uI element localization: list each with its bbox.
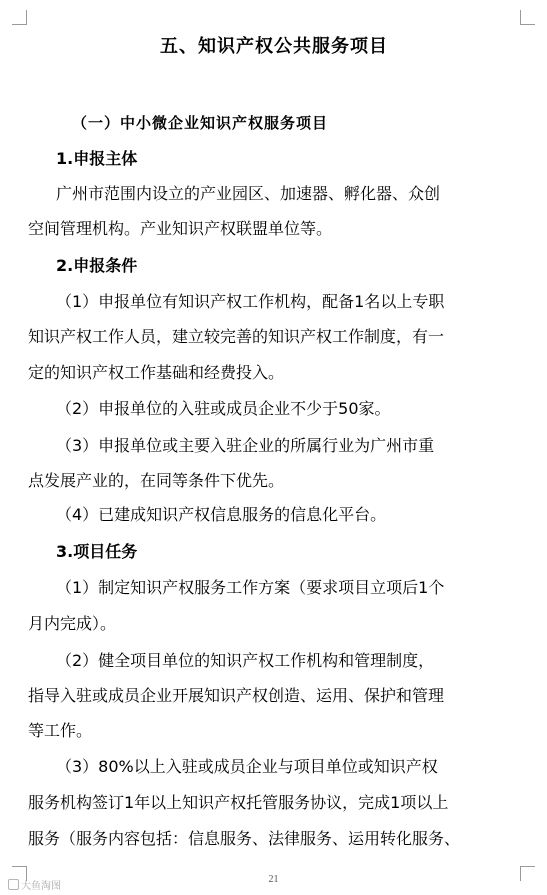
watermark [8,877,61,892]
heading-applicant: 1.申报主体 [56,149,138,168]
text-line: （1）制定知识产权服务工作方案（要求项目立项后1个 [56,578,445,597]
text-line: （3）申报单位或主要入驻企业的所属行业为广州市重 [56,436,435,455]
text-line: （1）申报单位有知识产权工作机构，配备1名以上专职 [56,292,445,311]
text-line: 月内完成）。 [28,614,117,633]
heading-conditions: 2.申报条件 [56,256,138,275]
watermark-logo-icon [8,879,19,890]
page-number: 21 [268,874,279,885]
crop-mark-top-right [520,10,535,25]
heading-tasks: 3.项目任务 [56,542,138,561]
text-line: 等工作。 [28,721,93,740]
section-heading: （一）中小微企业知识产权服务项目 [72,114,329,132]
text-line: 知识产权工作人员，建立较完善的知识产权工作制度，有一 [28,327,445,346]
text-line: （2）申报单位的入驻或成员企业不少于50家。 [56,399,391,418]
text-line: 服务（服务内容包括：信息服务、法律服务、运用转化服务、 [28,829,461,848]
text-line: （4）已建成知识产权信息服务的信息化平台。 [56,505,387,524]
text-line: 服务机构签订1年以上知识产权托管服务协议，完成1项以上 [28,793,449,812]
text-line: 广州市范围内设立的产业园区、加速器、孵化器、众创 [56,184,441,203]
text-line: （2）健全项目单位的知识产权工作机构和管理制度， [56,651,435,670]
text-line: 指导入驻或成员企业开展知识产权创造、运用、保护和管理 [28,686,445,705]
page-title: 五、知识产权公共服务项目 [160,36,388,57]
watermark-text: 大鱼淘图 [21,881,61,892]
text-line: 定的知识产权工作基础和经费投入。 [28,363,285,382]
text-line: 空间管理机构。产业知识产权联盟单位等。 [28,219,333,238]
text-line: （3）80%以上入驻或成员企业与项目单位或知识产权 [56,757,438,776]
text-line: 点发展产业的，在同等条件下优先。 [28,471,285,490]
crop-mark-top-left [12,10,27,25]
